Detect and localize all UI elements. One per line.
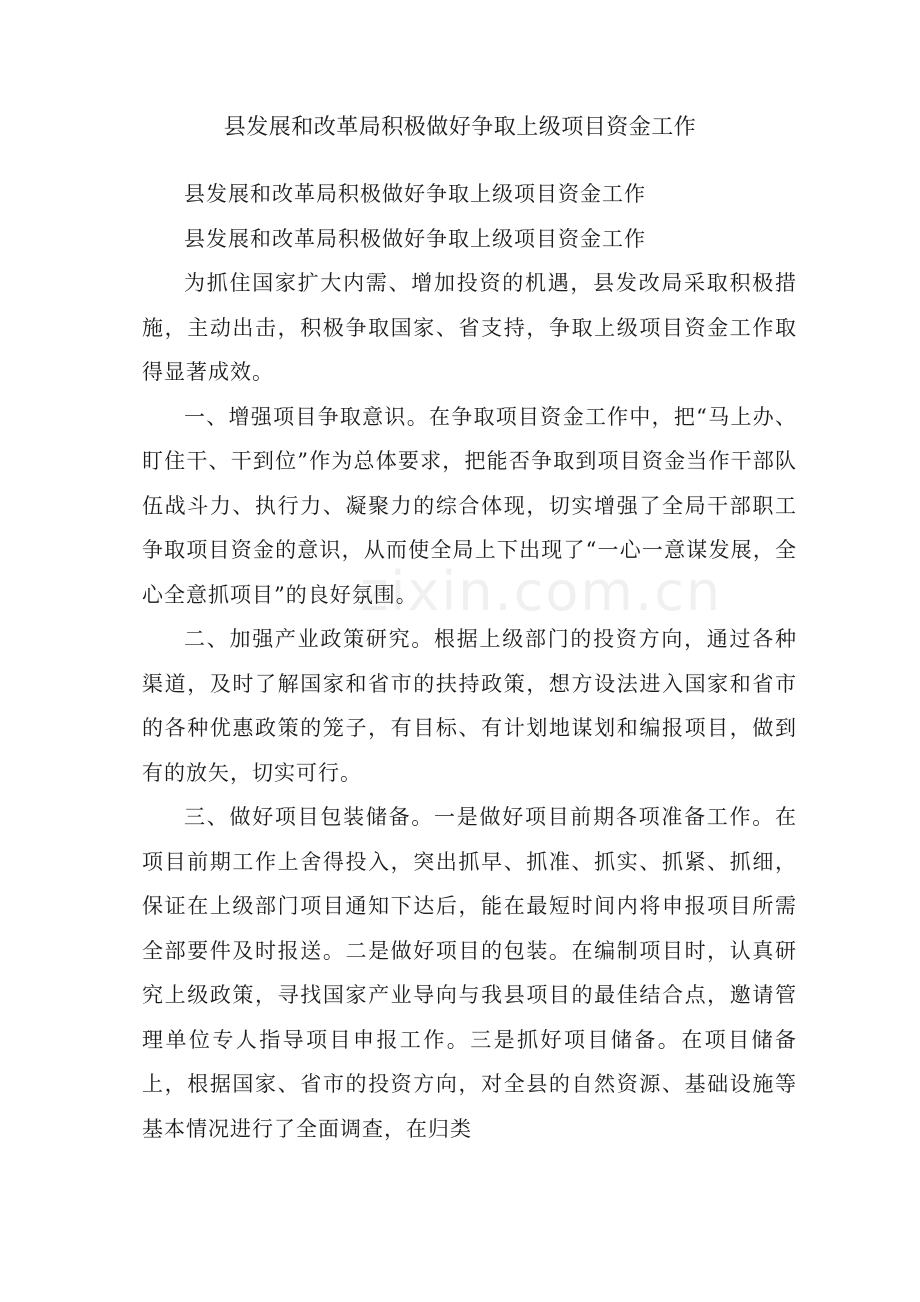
document-body — [142, 172, 797, 1151]
paragraph: 一、增强项目争取意识。在争取项目资金工作中，把“马上办、盯住干、干到位”作为总体要求，把能否争取到项目资金当作干部队伍战斗力、执行力、凝聚力的综合体现，切实增强了全局干部职工争取项目资金的意识，从而使全局上下出现了“一心一意谋发展，全心全意抓项目”的良好氛围。 — [142, 404, 797, 607]
paragraph: 三、做好项目包装储备。一是做好项目前期各项准备工作。在项目前期工作上舍得投入，突出抓早、抓准、抓实、抓紧、抓细，保证在上级部门项目通知下达后，能在最短时间内将申报项目所需全部要件及时报送。二是做好项目的包装。在编制项目时，认真研究上级政策，寻找国家产业导向与我县项目的最佳结合点，邀请管理单位专人指导项目申报工作。三是抓好项目储备。在项目储备上，根据国家、省市的投资方向，对全县的自然资源、基础设施等基本情况进行了全面调查，在归类 — [142, 805, 797, 1141]
paragraph: 县发展和改革局积极做好争取上级项目资金工作 — [184, 182, 646, 206]
paragraph: 为抓住国家扩大内需、增加投资的机遇，县发改局采取积极措施，主动出击，积极争取国家、省支持，争取上级项目资金工作取得显著成效。 — [142, 271, 797, 384]
document-title: 县发展和改革局积极做好争取上级项目资金工作 — [223, 115, 697, 140]
watermark: zixin.com.cn — [360, 560, 723, 623]
paragraph: 县发展和改革局积极做好争取上级项目资金工作 — [184, 226, 646, 251]
paragraph: 二、加强产业政策研究。根据上级部门的投资方向，通过各种渠道，及时了解国家和省市的扶持政策，想方设法进入国家和省市的各种优惠政策的笼子，有目标、有计划地谋划和编报项目，做到有的放矢，切实可行。 — [142, 627, 797, 785]
